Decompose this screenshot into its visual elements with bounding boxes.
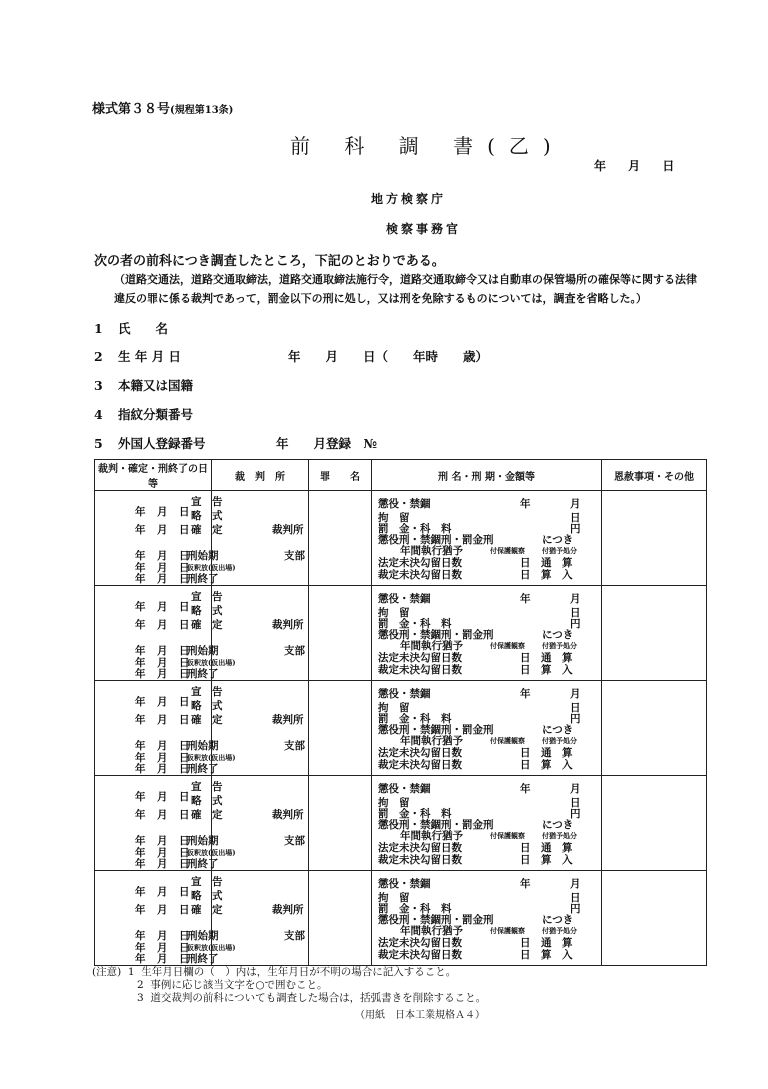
- parole-label: 仮釈放(仮出場): [187, 563, 236, 572]
- term-day-label: 日: [570, 702, 581, 714]
- court-label: 裁判所: [272, 524, 304, 536]
- date-year-label: 年: [135, 791, 146, 803]
- probation-label: 付保護観察: [490, 641, 525, 650]
- date-month-label: 月: [157, 835, 168, 847]
- included-days-label: 日 算 入: [520, 759, 573, 771]
- statutory-detention-label: 法定未決勾留日数: [378, 842, 462, 854]
- date-year-label: 年: [135, 550, 146, 562]
- date-year-label: 年: [135, 942, 146, 954]
- note-line-1: [92, 966, 486, 979]
- header-sentence: 刑 名・刑 期・金額等: [372, 460, 602, 491]
- date-month-label: 月: [157, 550, 168, 562]
- notes: [92, 966, 486, 1005]
- court-label: 裁判所: [272, 904, 304, 916]
- date-day-label: 日: [179, 524, 190, 536]
- date-day-label: 日: [179, 752, 190, 764]
- date-day-label: 日: [179, 886, 190, 898]
- record-row: [95, 586, 707, 681]
- term-month-label: 月: [570, 878, 581, 890]
- record-offense-cell: [309, 871, 372, 966]
- date-year-label: 年: [135, 847, 146, 859]
- sentence-end-label: 刑終了: [187, 953, 219, 965]
- field-number: 1: [94, 321, 103, 336]
- date-month-label: 月: [157, 791, 168, 803]
- summary-label: 略 式: [191, 700, 223, 712]
- record-table-header: [95, 460, 707, 491]
- branch-label: 支部: [284, 645, 305, 657]
- suspension-label: 年間執行猶予: [400, 830, 463, 842]
- header-court: 裁 判 所: [212, 460, 309, 491]
- record-sentence-cell: [372, 491, 602, 586]
- date-month-label: 月: [157, 645, 168, 657]
- summary-label: 略 式: [191, 510, 223, 522]
- record-dates-cell: [95, 871, 236, 966]
- term-month-label: 月: [570, 593, 581, 605]
- date-month-label: 月: [157, 696, 168, 708]
- court-label: 裁判所: [272, 714, 304, 726]
- date-month-label: 月: [157, 752, 168, 764]
- summary-label: 略 式: [191, 890, 223, 902]
- date-year-label: 年: [135, 904, 146, 916]
- record-court-cell: [212, 681, 309, 776]
- credited-days-label: 日 通 算: [520, 652, 573, 664]
- date-month-label: 月: [157, 904, 168, 916]
- term-year-label: 年: [520, 688, 531, 700]
- date-year-label: 年: [135, 809, 146, 821]
- exclusion-note-line2: 違反の罪に係る裁判であって，罰金以下の刑に処し，又は刑を免除するものについては，調査を省略した。）: [114, 292, 647, 305]
- yen-label: 円: [570, 903, 581, 915]
- field-number: 5: [94, 436, 103, 451]
- date-day-label: 日: [179, 953, 190, 965]
- date-day-label: 日: [179, 550, 190, 562]
- pronounced-label: 宣 告: [191, 686, 223, 698]
- note-num: 1: [127, 966, 135, 978]
- date-month-label: 月: [157, 601, 168, 613]
- discretionary-detention-label: 裁定未決勾留日数: [378, 949, 462, 961]
- date-year-label: 年: [135, 714, 146, 726]
- record-row: [95, 871, 707, 966]
- term-day-label: 日: [570, 797, 581, 809]
- record-offense-cell: [309, 491, 372, 586]
- term-year-label: 年: [520, 593, 531, 605]
- finalized-label: 確 定: [191, 904, 223, 916]
- fine-label: 罰 金・科 料: [378, 523, 452, 535]
- detention-label: 拘 留: [378, 607, 410, 619]
- note-text: 道交裁判の前科についても調査した場合は，括弧書きを削除すること。: [150, 992, 487, 1004]
- discretionary-detention-label: 裁定未決勾留日数: [378, 759, 462, 771]
- parole-label: 仮釈放(仮出場): [187, 943, 236, 952]
- field-number: 4: [94, 407, 103, 422]
- probation-label: 付保護観察: [490, 736, 525, 745]
- exclusion-note-line1: （道路交通法，道路交通取締法，道路交通取締法施行令，道路交通取締令又は自動車の保管場所の確保等に関する法律: [114, 273, 697, 286]
- combined-sentence-label: 懲役刑・禁錮刑・罰金刑: [378, 819, 494, 831]
- date-month-label: 月: [157, 657, 168, 669]
- sentence-start-label: 刑始期: [187, 550, 219, 562]
- date-day-label: 日: [179, 645, 190, 657]
- combined-sentence-label: 懲役刑・禁錮刑・罰金刑: [378, 914, 494, 926]
- record-pardon-cell: [602, 586, 707, 681]
- date-day-label: 日: [179, 942, 190, 954]
- statutory-detention-label: 法定未決勾留日数: [378, 652, 462, 664]
- term-year-label: 年: [520, 878, 531, 890]
- date-month-label: 月: [157, 942, 168, 954]
- date-day-label: 日: [179, 858, 190, 870]
- date-year-label: 年: [135, 619, 146, 631]
- discretionary-detention-label: 裁定未決勾留日数: [378, 569, 462, 581]
- included-days-label: 日 算 入: [520, 854, 573, 866]
- record-row: [95, 491, 707, 586]
- sentence-end-label: 刑終了: [187, 858, 219, 870]
- probation-label: 付保護観察: [490, 926, 525, 935]
- imprisonment-label: 懲役・禁錮: [378, 783, 431, 795]
- note-line-2: [92, 979, 486, 992]
- date-year-label: 年: [135, 835, 146, 847]
- suspension-label: 年間執行猶予: [400, 545, 463, 557]
- credited-days-label: 日 通 算: [520, 842, 573, 854]
- combined-sentence-label: 懲役刑・禁錮刑・罰金刑: [378, 534, 494, 546]
- record-pardon-cell: [602, 776, 707, 871]
- term-day-label: 日: [570, 892, 581, 904]
- date-year-label: 年: [135, 506, 146, 518]
- term-day-label: 日: [570, 512, 581, 524]
- sentence-start-label: 刑始期: [187, 835, 219, 847]
- imprisonment-label: 懲役・禁錮: [378, 593, 431, 605]
- form-number-text: 様式第３８号: [92, 102, 171, 117]
- discretionary-detention-label: 裁定未決勾留日数: [378, 854, 462, 866]
- field-label: 外国人登録番号: [118, 436, 206, 451]
- parole-label: 仮釈放(仮出場): [187, 753, 236, 762]
- record-row: [95, 681, 707, 776]
- sentence-start-label: 刑始期: [187, 645, 219, 657]
- officer-title: 検察事務官: [386, 222, 462, 236]
- fine-label: 罰 金・科 料: [378, 903, 452, 915]
- suspension-disposition-label: 付猶予処分: [542, 546, 577, 555]
- record-dates-cell: [95, 491, 236, 586]
- per-label: につき: [542, 914, 574, 926]
- date-day-label: 日: [179, 714, 190, 726]
- record-pardon-cell: [602, 681, 707, 776]
- date-month-label: 月: [157, 506, 168, 518]
- date-day-label: 日: [179, 619, 190, 631]
- date-month-label: 月: [157, 740, 168, 752]
- suspension-disposition-label: 付猶予処分: [542, 736, 577, 745]
- field-value: 年 月 日（ 年時 歳）: [288, 349, 489, 364]
- date-day-label: 日: [179, 740, 190, 752]
- record-row: [95, 776, 707, 871]
- statutory-detention-label: 法定未決勾留日数: [378, 557, 462, 569]
- term-month-label: 月: [570, 783, 581, 795]
- field-row-4: [94, 405, 193, 423]
- pronounced-label: 宣 告: [191, 496, 223, 508]
- discretionary-detention-label: 裁定未決勾留日数: [378, 664, 462, 676]
- yen-label: 円: [570, 713, 581, 725]
- date-month-label: 月: [157, 809, 168, 821]
- date-month-label: 月: [157, 714, 168, 726]
- field-label: 氏 名: [118, 321, 169, 336]
- field-label: 指紋分類番号: [118, 407, 194, 422]
- page-title: 前 科 調 書(乙): [290, 134, 565, 158]
- date-year-label: 年: [135, 524, 146, 536]
- date-year-label: 年: [135, 752, 146, 764]
- finalized-label: 確 定: [191, 809, 223, 821]
- branch-label: 支部: [284, 835, 305, 847]
- sentence-end-label: 刑終了: [187, 668, 219, 680]
- credited-days-label: 日 通 算: [520, 937, 573, 949]
- summary-label: 略 式: [191, 605, 223, 617]
- term-month-label: 月: [570, 688, 581, 700]
- date-month-label: 月: [157, 886, 168, 898]
- yen-label: 円: [570, 523, 581, 535]
- header-dates: 裁判・確定・刑終了の日等: [95, 460, 212, 491]
- imprisonment-label: 懲役・禁錮: [378, 688, 431, 700]
- suspension-disposition-label: 付猶予処分: [542, 831, 577, 840]
- yen-label: 円: [570, 808, 581, 820]
- record-court-cell: [212, 871, 309, 966]
- probation-label: 付保護観察: [490, 546, 525, 555]
- branch-label: 支部: [284, 930, 305, 942]
- date-day-label: 日: [179, 763, 190, 775]
- field-number: 2: [94, 349, 103, 364]
- included-days-label: 日 算 入: [520, 949, 573, 961]
- note-text: 生年月日欄の（ ）内は，生年月日が不明の場合に記入すること。: [141, 966, 457, 978]
- included-days-label: 日 算 入: [520, 664, 573, 676]
- field-number: 3: [94, 378, 103, 393]
- date-day-label: 日: [179, 506, 190, 518]
- date-day-label: 日: [179, 573, 190, 585]
- date-day-label: 日: [179, 696, 190, 708]
- detention-label: 拘 留: [378, 702, 410, 714]
- term-day-label: 日: [570, 607, 581, 619]
- combined-sentence-label: 懲役刑・禁錮刑・罰金刑: [378, 724, 494, 736]
- date-month-label: 月: [157, 524, 168, 536]
- date-year-label: 年: [135, 930, 146, 942]
- record-pardon-cell: [602, 871, 707, 966]
- date-day-label: 日: [179, 809, 190, 821]
- probation-label: 付保護観察: [490, 831, 525, 840]
- fine-label: 罰 金・科 料: [378, 808, 452, 820]
- suspension-label: 年間執行猶予: [400, 640, 463, 652]
- header-pardon: 恩赦事項・その他: [602, 460, 707, 491]
- parole-label: 仮釈放(仮出場): [187, 658, 236, 667]
- suspension-disposition-label: 付猶予処分: [542, 926, 577, 935]
- branch-label: 支部: [284, 740, 305, 752]
- office-name: 地方検察庁: [371, 192, 447, 206]
- record-dates-cell: [95, 776, 236, 871]
- fine-label: 罰 金・科 料: [378, 713, 452, 725]
- record-offense-cell: [309, 776, 372, 871]
- date-year-label: 年: [135, 858, 146, 870]
- yen-label: 円: [570, 618, 581, 630]
- intro-text: 次の者の前科につき調査したところ，下記のとおりである。: [94, 254, 445, 269]
- notes-label: (注意): [92, 966, 122, 978]
- date-year-label: 年: [135, 645, 146, 657]
- record-sentence-cell: [372, 681, 602, 776]
- paper-spec: （用紙 日本工業規格Ａ４）: [355, 1010, 485, 1021]
- form-number: [92, 98, 233, 117]
- date-day-label: 日: [179, 601, 190, 613]
- imprisonment-label: 懲役・禁錮: [378, 878, 431, 890]
- date-month-label: 月: [157, 562, 168, 574]
- pronounced-label: 宣 告: [191, 781, 223, 793]
- per-label: につき: [542, 629, 574, 641]
- term-year-label: 年: [520, 783, 531, 795]
- date-month-label: 月: [157, 953, 168, 965]
- date-year-label: 年: [135, 696, 146, 708]
- fine-label: 罰 金・科 料: [378, 618, 452, 630]
- combined-sentence-label: 懲役刑・禁錮刑・罰金刑: [378, 629, 494, 641]
- record-sentence-cell: [372, 776, 602, 871]
- credited-days-label: 日 通 算: [520, 557, 573, 569]
- suspension-label: 年間執行猶予: [400, 925, 463, 937]
- note-num: 2: [137, 979, 144, 991]
- date-month-label: 月: [157, 668, 168, 680]
- record-sentence-cell: [372, 871, 602, 966]
- statutory-detention-label: 法定未決勾留日数: [378, 937, 462, 949]
- detention-label: 拘 留: [378, 797, 410, 809]
- field-row-3: [94, 376, 193, 394]
- sentence-start-label: 刑始期: [187, 930, 219, 942]
- sentence-end-label: 刑終了: [187, 573, 219, 585]
- date-year-label: 年: [135, 601, 146, 613]
- field-value: 年 月登録 №: [276, 436, 378, 451]
- summary-label: 略 式: [191, 795, 223, 807]
- finalized-label: 確 定: [191, 524, 223, 536]
- date-month-label: 月: [157, 573, 168, 585]
- record-dates-cell: [95, 586, 236, 681]
- record-court-cell: [212, 586, 309, 681]
- record-court-cell: [212, 776, 309, 871]
- date-day-label: 日: [179, 657, 190, 669]
- statutory-detention-label: 法定未決勾留日数: [378, 747, 462, 759]
- record-pardon-cell: [602, 491, 707, 586]
- date-month-label: 月: [157, 619, 168, 631]
- header-offense: 罪 名: [309, 460, 372, 491]
- sentence-start-label: 刑始期: [187, 740, 219, 752]
- document-date: 年 月 日: [594, 159, 675, 173]
- date-day-label: 日: [179, 847, 190, 859]
- date-year-label: 年: [135, 763, 146, 775]
- court-label: 裁判所: [272, 809, 304, 821]
- branch-label: 支部: [284, 550, 305, 562]
- field-label: 生 年 月 日: [118, 349, 182, 364]
- pronounced-label: 宣 告: [191, 591, 223, 603]
- detention-label: 拘 留: [378, 512, 410, 524]
- finalized-label: 確 定: [191, 619, 223, 631]
- date-day-label: 日: [179, 791, 190, 803]
- date-month-label: 月: [157, 858, 168, 870]
- parole-label: 仮釈放(仮出場): [187, 848, 236, 857]
- imprisonment-label: 懲役・禁錮: [378, 498, 431, 510]
- record-sentence-cell: [372, 586, 602, 681]
- court-label: 裁判所: [272, 619, 304, 631]
- credited-days-label: 日 通 算: [520, 747, 573, 759]
- date-day-label: 日: [179, 904, 190, 916]
- date-year-label: 年: [135, 657, 146, 669]
- regulation-ref: (規程第13条): [170, 105, 234, 116]
- date-year-label: 年: [135, 668, 146, 680]
- field-row-2: [94, 347, 181, 365]
- suspension-disposition-label: 付猶予処分: [542, 641, 577, 650]
- note-line-3: [92, 992, 486, 1005]
- date-month-label: 月: [157, 847, 168, 859]
- term-month-label: 月: [570, 498, 581, 510]
- record-dates-cell: [95, 681, 236, 776]
- date-day-label: 日: [179, 562, 190, 574]
- date-day-label: 日: [179, 835, 190, 847]
- date-year-label: 年: [135, 740, 146, 752]
- per-label: につき: [542, 724, 574, 736]
- field-row-5: [94, 434, 206, 452]
- date-year-label: 年: [135, 886, 146, 898]
- detention-label: 拘 留: [378, 892, 410, 904]
- date-day-label: 日: [179, 668, 190, 680]
- note-num: 3: [137, 992, 144, 1004]
- per-label: につき: [542, 819, 574, 831]
- per-label: につき: [542, 534, 574, 546]
- term-year-label: 年: [520, 498, 531, 510]
- date-year-label: 年: [135, 562, 146, 574]
- record-offense-cell: [309, 586, 372, 681]
- record-table: [94, 459, 707, 966]
- suspension-label: 年間執行猶予: [400, 735, 463, 747]
- pronounced-label: 宣 告: [191, 876, 223, 888]
- included-days-label: 日 算 入: [520, 569, 573, 581]
- record-court-cell: [212, 491, 309, 586]
- field-row-1: [94, 319, 168, 337]
- sentence-end-label: 刑終了: [187, 763, 219, 775]
- date-year-label: 年: [135, 953, 146, 965]
- note-text: 事例に応じ該当文字を○で囲むこと。: [150, 979, 328, 991]
- finalized-label: 確 定: [191, 714, 223, 726]
- date-month-label: 月: [157, 930, 168, 942]
- date-day-label: 日: [179, 930, 190, 942]
- field-label: 本籍又は国籍: [118, 378, 194, 393]
- date-month-label: 月: [157, 763, 168, 775]
- record-offense-cell: [309, 681, 372, 776]
- date-year-label: 年: [135, 573, 146, 585]
